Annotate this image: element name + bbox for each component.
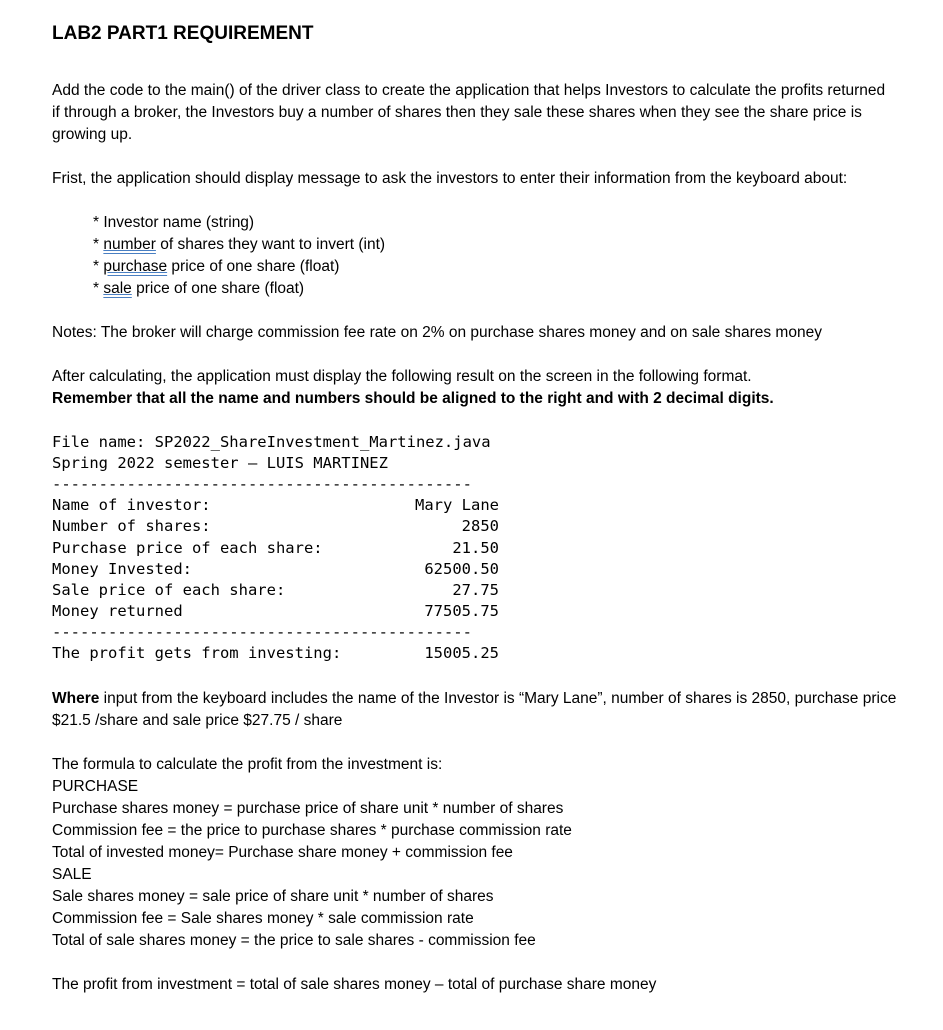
remember-text: Remember that all the name and numbers should be aligned to the right and with 2 decimal digits. — [52, 390, 774, 407]
formula-line: Purchase shares money = purchase price of share unit * number of shares — [52, 800, 564, 817]
output-row-label: Money Invested: — [52, 560, 192, 578]
output-row-value: 2850 — [461, 517, 499, 535]
profit-formula: The profit from investment = total of sale shares money – total of purchase share money — [52, 976, 657, 993]
input-item-text: Investor name (string) — [103, 214, 255, 231]
bullet-marker: * — [93, 280, 104, 297]
bullet-marker: * — [93, 214, 104, 231]
formula-line: Commission fee = Sale shares money * sale commission rate — [52, 910, 474, 927]
formula-line: The formula to calculate the profit from the investment is: — [52, 756, 443, 773]
formula-line: Total of sale shares money = the price to sale shares - commission fee — [52, 932, 536, 949]
where-bold: Where — [52, 690, 100, 707]
spellcheck-word: sale — [103, 280, 132, 297]
spellcheck-word: purchase — [103, 258, 168, 275]
output-row-label: Purchase price of each share: — [52, 539, 323, 557]
input-item-text: price of one share (float) — [167, 258, 340, 275]
input-item-text: of shares they want to invert (int) — [155, 236, 386, 253]
input-item — [93, 212, 254, 234]
formula-line: Total of invested money= Purchase share money + commission fee — [52, 844, 513, 861]
profit-label: The profit gets from investing: — [52, 644, 342, 662]
output-row-value: 77505.75 — [424, 602, 499, 620]
input-item — [93, 234, 385, 256]
formula-line: PURCHASE — [52, 778, 139, 795]
output-row-value: 21.50 — [452, 539, 499, 557]
document-title: LAB2 PART1 REQUIREMENT — [52, 23, 314, 44]
file-name-line: File name: SP2022_ShareInvestment_Martinez.java — [52, 433, 491, 451]
spellcheck-word: number — [103, 236, 156, 253]
where-paragraph — [52, 688, 897, 732]
input-item — [93, 278, 304, 300]
output-row-value: 62500.50 — [424, 560, 499, 578]
input-item — [93, 256, 339, 278]
after-calc-text: After calculating, the application must display the following result on the screen in the following format. — [52, 368, 752, 385]
formula-line: Commission fee = the price to purchase shares * purchase commission rate — [52, 822, 572, 839]
where-text: input from the keyboard includes the name of the Investor is “Mary Lane”, number of shares is 2850, purchase price $21.5 /share and sale price $27.75 / share — [52, 690, 897, 729]
output-row-label: Name of investor: — [52, 496, 211, 514]
output-row-label: Number of shares: — [52, 517, 211, 535]
output-row-value: 27.75 — [452, 581, 499, 599]
output-row-label: Money returned — [52, 602, 183, 620]
semester-line: Spring 2022 semester – LUIS MARTINEZ — [52, 454, 388, 472]
formula-line: SALE — [52, 866, 92, 883]
notes-text: Notes: The broker will charge commission fee rate on 2% on purchase shares money and on sale shares money — [52, 324, 822, 341]
divider-line: --------------------------------------------- — [52, 623, 472, 641]
formula-line: Sale shares money = sale price of share unit * number of shares — [52, 888, 494, 905]
bullet-marker: * — [93, 236, 104, 253]
output-row-value: Mary Lane — [415, 496, 499, 514]
profit-value: 15005.25 — [424, 644, 499, 662]
output-row-label: Sale price of each share: — [52, 581, 286, 599]
bullet-marker: * — [93, 258, 104, 275]
input-item-text: price of one share (float) — [131, 280, 305, 297]
intro-paragraph: Add the code to the main() of the driver class to create the application that helps Investors to calculate the profits returned if through a broker, the Investors buy a number of shares then they sale these shares when they see the share price is growing up. — [52, 82, 886, 143]
divider-line: --------------------------------------------- — [52, 475, 472, 493]
first-paragraph: Frist, the application should display message to ask the investors to enter their information from the keyboard about: — [52, 170, 848, 187]
